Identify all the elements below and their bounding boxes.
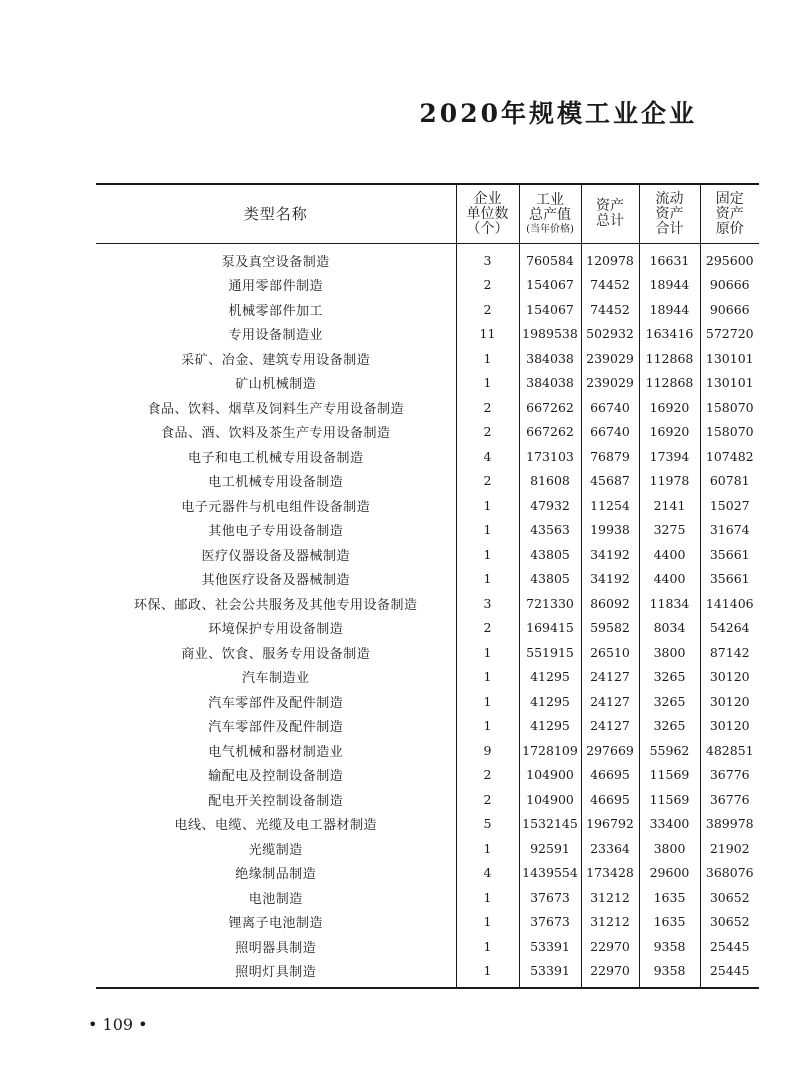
cell-total-assets: 502932 xyxy=(581,322,639,347)
cell-total-assets: 86092 xyxy=(581,591,639,616)
cell-current-assets: 3265 xyxy=(639,689,700,714)
cell-type-name: 照明灯具制造 xyxy=(235,965,317,981)
col-header-current-line2: 资产 xyxy=(655,205,684,222)
col-header-fixed-assets xyxy=(700,184,759,244)
table-row xyxy=(96,959,759,989)
table-row xyxy=(96,469,759,494)
cell-current-assets: 29600 xyxy=(639,861,700,886)
cell-current-assets: 18944 xyxy=(639,297,700,322)
page-number: • 109 • xyxy=(88,1015,148,1034)
cell-unit-count: 1 xyxy=(456,910,519,935)
cell-unit-count: 1 xyxy=(456,689,519,714)
cell-type-name: 环保、邮政、社会公共服务及其他专用设备制造 xyxy=(133,597,418,613)
cell-current-assets: 163416 xyxy=(639,322,700,347)
cell-fixed-assets: 368076 xyxy=(700,861,759,886)
cell-fixed-assets: 130101 xyxy=(700,371,759,396)
cell-current-assets: 11569 xyxy=(639,787,700,812)
cell-total-assets: 24127 xyxy=(581,665,639,690)
cell-current-assets: 112868 xyxy=(639,371,700,396)
cell-current-assets: 3800 xyxy=(639,836,700,861)
cell-unit-count: 1 xyxy=(456,640,519,665)
cell-unit-count: 1 xyxy=(456,665,519,690)
cell-total-assets: 19938 xyxy=(581,518,639,543)
cell-unit-count: 1 xyxy=(456,371,519,396)
cell-current-assets: 112868 xyxy=(639,346,700,371)
table-row xyxy=(96,836,759,861)
table-row xyxy=(96,493,759,518)
cell-unit-count: 4 xyxy=(456,444,519,469)
cell-current-assets: 18944 xyxy=(639,273,700,298)
cell-gross-output: 104900 xyxy=(519,763,581,788)
cell-fixed-assets: 482851 xyxy=(700,738,759,763)
cell-unit-count: 1 xyxy=(456,542,519,567)
cell-gross-output: 173103 xyxy=(519,444,581,469)
cell-total-assets: 297669 xyxy=(581,738,639,763)
col-header-fixed-line3: 原价 xyxy=(715,220,744,237)
col-header-units-line2: 单位数 xyxy=(466,205,509,222)
cell-unit-count: 3 xyxy=(456,244,519,273)
cell-type-name: 电池制造 xyxy=(248,891,303,907)
cell-fixed-assets: 31674 xyxy=(700,518,759,543)
cell-type-name: 食品、酒、饮料及茶生产专用设备制造 xyxy=(160,426,391,442)
col-header-current-line3: 合计 xyxy=(655,220,684,237)
cell-total-assets: 74452 xyxy=(581,273,639,298)
cell-type-name: 机械零部件加工 xyxy=(228,303,323,319)
cell-type-name: 专用设备制造业 xyxy=(228,328,323,344)
cell-unit-count: 11 xyxy=(456,322,519,347)
col-header-output-note: (当年价格) xyxy=(526,223,574,235)
cell-type-name: 电线、电缆、光缆及电工器材制造 xyxy=(174,818,377,834)
cell-type-name: 绝缘制品制造 xyxy=(235,867,317,883)
cell-current-assets: 16920 xyxy=(639,395,700,420)
col-header-units-line1: 企业 xyxy=(473,190,502,207)
cell-unit-count: 2 xyxy=(456,273,519,298)
cell-gross-output: 37673 xyxy=(519,885,581,910)
cell-gross-output: 667262 xyxy=(519,395,581,420)
cell-gross-output: 154067 xyxy=(519,297,581,322)
table-row xyxy=(96,689,759,714)
cell-unit-count: 2 xyxy=(456,395,519,420)
cell-gross-output: 1728109 xyxy=(519,738,581,763)
cell-total-assets: 46695 xyxy=(581,787,639,812)
cell-fixed-assets: 90666 xyxy=(700,297,759,322)
table-row xyxy=(96,542,759,567)
col-header-current-line1: 流动 xyxy=(655,190,684,207)
cell-gross-output: 53391 xyxy=(519,934,581,959)
cell-fixed-assets: 35661 xyxy=(700,567,759,592)
table-row xyxy=(96,885,759,910)
table-row xyxy=(96,322,759,347)
cell-type-name: 电子和电工机械专用设备制造 xyxy=(187,450,364,466)
cell-total-assets: 196792 xyxy=(581,812,639,837)
cell-gross-output: 43805 xyxy=(519,567,581,592)
cell-fixed-assets: 572720 xyxy=(700,322,759,347)
cell-fixed-assets: 87142 xyxy=(700,640,759,665)
table-body xyxy=(96,244,759,989)
table-row xyxy=(96,371,759,396)
cell-fixed-assets: 35661 xyxy=(700,542,759,567)
col-header-output xyxy=(519,184,581,244)
cell-total-assets: 26510 xyxy=(581,640,639,665)
cell-type-name: 其他医疗设备及器械制造 xyxy=(201,573,350,589)
cell-fixed-assets: 158070 xyxy=(700,395,759,420)
cell-gross-output: 384038 xyxy=(519,346,581,371)
cell-fixed-assets: 90666 xyxy=(700,273,759,298)
cell-type-name: 光缆制造 xyxy=(248,842,303,858)
cell-current-assets: 8034 xyxy=(639,616,700,641)
table-row xyxy=(96,273,759,298)
cell-gross-output: 154067 xyxy=(519,273,581,298)
cell-current-assets: 4400 xyxy=(639,567,700,592)
cell-total-assets: 34192 xyxy=(581,542,639,567)
cell-current-assets: 9358 xyxy=(639,934,700,959)
cell-gross-output: 47932 xyxy=(519,493,581,518)
cell-fixed-assets: 107482 xyxy=(700,444,759,469)
cell-fixed-assets: 30120 xyxy=(700,689,759,714)
cell-current-assets: 9358 xyxy=(639,959,700,989)
cell-current-assets: 3265 xyxy=(639,665,700,690)
col-header-current-assets xyxy=(639,184,700,244)
cell-total-assets: 66740 xyxy=(581,395,639,420)
cell-total-assets: 11254 xyxy=(581,493,639,518)
cell-gross-output: 41295 xyxy=(519,714,581,739)
col-header-units-line3: （个） xyxy=(466,220,509,237)
cell-unit-count: 1 xyxy=(456,934,519,959)
cell-total-assets: 46695 xyxy=(581,763,639,788)
cell-type-name: 电子元器件与机电组件设备制造 xyxy=(181,499,371,515)
cell-total-assets: 45687 xyxy=(581,469,639,494)
cell-total-assets: 31212 xyxy=(581,885,639,910)
cell-type-name: 矿山机械制造 xyxy=(235,377,317,393)
col-header-assets-line2: 总计 xyxy=(596,213,624,229)
cell-gross-output: 81608 xyxy=(519,469,581,494)
col-header-output-line2: 总产值 xyxy=(529,206,571,223)
cell-current-assets: 3265 xyxy=(639,714,700,739)
cell-unit-count: 2 xyxy=(456,616,519,641)
cell-fixed-assets: 30120 xyxy=(700,714,759,739)
cell-total-assets: 120978 xyxy=(581,244,639,273)
col-header-assets xyxy=(581,184,639,244)
cell-total-assets: 173428 xyxy=(581,861,639,886)
table-row xyxy=(96,787,759,812)
cell-type-name: 泵及真空设备制造 xyxy=(221,254,330,270)
cell-fixed-assets: 36776 xyxy=(700,763,759,788)
col-header-fixed-line2: 资产 xyxy=(715,205,744,222)
cell-unit-count: 1 xyxy=(456,885,519,910)
cell-fixed-assets: 158070 xyxy=(700,420,759,445)
table-header-row xyxy=(96,184,759,244)
table-row xyxy=(96,934,759,959)
cell-unit-count: 2 xyxy=(456,763,519,788)
cell-total-assets: 74452 xyxy=(581,297,639,322)
cell-type-name: 通用零部件制造 xyxy=(228,279,323,295)
cell-unit-count: 5 xyxy=(456,812,519,837)
cell-unit-count: 3 xyxy=(456,591,519,616)
cell-gross-output: 1532145 xyxy=(519,812,581,837)
cell-current-assets: 55962 xyxy=(639,738,700,763)
table-row xyxy=(96,591,759,616)
cell-fixed-assets: 25445 xyxy=(700,959,759,989)
cell-gross-output: 384038 xyxy=(519,371,581,396)
cell-unit-count: 9 xyxy=(456,738,519,763)
cell-gross-output: 169415 xyxy=(519,616,581,641)
cell-type-name: 商业、饮食、服务专用设备制造 xyxy=(181,646,371,662)
cell-type-name: 锂离子电池制造 xyxy=(228,916,323,932)
table-row xyxy=(96,861,759,886)
cell-fixed-assets: 30652 xyxy=(700,910,759,935)
cell-gross-output: 53391 xyxy=(519,959,581,989)
table-row xyxy=(96,714,759,739)
cell-total-assets: 59582 xyxy=(581,616,639,641)
cell-type-name: 汽车制造业 xyxy=(241,671,310,687)
cell-total-assets: 24127 xyxy=(581,714,639,739)
cell-fixed-assets: 54264 xyxy=(700,616,759,641)
cell-type-name: 输配电及控制设备制造 xyxy=(208,769,344,785)
cell-gross-output: 667262 xyxy=(519,420,581,445)
cell-fixed-assets: 141406 xyxy=(700,591,759,616)
cell-fixed-assets: 25445 xyxy=(700,934,759,959)
cell-gross-output: 104900 xyxy=(519,787,581,812)
cell-current-assets: 11834 xyxy=(639,591,700,616)
cell-total-assets: 24127 xyxy=(581,689,639,714)
cell-gross-output: 1989538 xyxy=(519,322,581,347)
cell-fixed-assets: 389978 xyxy=(700,812,759,837)
cell-type-name: 食品、饮料、烟草及饲料生产专用设备制造 xyxy=(147,401,404,417)
cell-unit-count: 2 xyxy=(456,787,519,812)
cell-type-name: 其他电子专用设备制造 xyxy=(208,524,344,540)
cell-total-assets: 76879 xyxy=(581,444,639,469)
cell-unit-count: 1 xyxy=(456,346,519,371)
cell-fixed-assets: 295600 xyxy=(700,244,759,273)
cell-fixed-assets: 15027 xyxy=(700,493,759,518)
table-row xyxy=(96,910,759,935)
cell-unit-count: 1 xyxy=(456,714,519,739)
cell-gross-output: 92591 xyxy=(519,836,581,861)
cell-unit-count: 1 xyxy=(456,518,519,543)
cell-current-assets: 16920 xyxy=(639,420,700,445)
statistics-table xyxy=(96,183,759,989)
cell-type-name: 配电开关控制设备制造 xyxy=(208,793,344,809)
cell-unit-count: 2 xyxy=(456,469,519,494)
table-row xyxy=(96,395,759,420)
col-header-assets-line1: 资产 xyxy=(596,198,624,214)
cell-type-name: 电工机械专用设备制造 xyxy=(208,475,344,491)
col-header-output-line1: 工业 xyxy=(536,191,564,208)
cell-total-assets: 22970 xyxy=(581,934,639,959)
cell-current-assets: 17394 xyxy=(639,444,700,469)
cell-current-assets: 33400 xyxy=(639,812,700,837)
cell-type-name: 汽车零部件及配件制造 xyxy=(208,720,344,736)
cell-unit-count: 1 xyxy=(456,836,519,861)
cell-gross-output: 43563 xyxy=(519,518,581,543)
table-row xyxy=(96,244,759,273)
cell-unit-count: 2 xyxy=(456,297,519,322)
cell-total-assets: 34192 xyxy=(581,567,639,592)
cell-gross-output: 721330 xyxy=(519,591,581,616)
cell-gross-output: 41295 xyxy=(519,689,581,714)
cell-total-assets: 31212 xyxy=(581,910,639,935)
cell-current-assets: 4400 xyxy=(639,542,700,567)
cell-current-assets: 1635 xyxy=(639,910,700,935)
table-row xyxy=(96,346,759,371)
cell-total-assets: 66740 xyxy=(581,420,639,445)
cell-current-assets: 11978 xyxy=(639,469,700,494)
table-row xyxy=(96,738,759,763)
table-row xyxy=(96,763,759,788)
table-row xyxy=(96,567,759,592)
col-header-name: 类型名称 xyxy=(96,184,456,244)
cell-unit-count: 1 xyxy=(456,959,519,989)
cell-fixed-assets: 30120 xyxy=(700,665,759,690)
table-row xyxy=(96,297,759,322)
cell-type-name: 照明器具制造 xyxy=(235,940,317,956)
cell-current-assets: 2141 xyxy=(639,493,700,518)
cell-type-name: 采矿、冶金、建筑专用设备制造 xyxy=(181,352,371,368)
table-row xyxy=(96,640,759,665)
cell-unit-count: 2 xyxy=(456,420,519,445)
table-row xyxy=(96,518,759,543)
cell-unit-count: 1 xyxy=(456,493,519,518)
cell-unit-count: 4 xyxy=(456,861,519,886)
cell-type-name: 汽车零部件及配件制造 xyxy=(208,695,344,711)
cell-total-assets: 239029 xyxy=(581,371,639,396)
cell-current-assets: 11569 xyxy=(639,763,700,788)
cell-gross-output: 1439554 xyxy=(519,861,581,886)
cell-fixed-assets: 36776 xyxy=(700,787,759,812)
cell-type-name: 电气机械和器材制造业 xyxy=(208,744,344,760)
cell-gross-output: 43805 xyxy=(519,542,581,567)
table-row xyxy=(96,444,759,469)
cell-current-assets: 16631 xyxy=(639,244,700,273)
cell-current-assets: 3800 xyxy=(639,640,700,665)
cell-total-assets: 239029 xyxy=(581,346,639,371)
cell-fixed-assets: 21902 xyxy=(700,836,759,861)
cell-fixed-assets: 30652 xyxy=(700,885,759,910)
table-row xyxy=(96,420,759,445)
table-row xyxy=(96,812,759,837)
table-row xyxy=(96,616,759,641)
cell-type-name: 环境保护专用设备制造 xyxy=(208,622,344,638)
cell-total-assets: 23364 xyxy=(581,836,639,861)
cell-total-assets: 22970 xyxy=(581,959,639,989)
cell-current-assets: 1635 xyxy=(639,885,700,910)
col-header-fixed-line1: 固定 xyxy=(715,190,744,207)
col-header-units xyxy=(456,184,519,244)
cell-gross-output: 760584 xyxy=(519,244,581,273)
table-row xyxy=(96,665,759,690)
cell-gross-output: 41295 xyxy=(519,665,581,690)
cell-current-assets: 3275 xyxy=(639,518,700,543)
page-title: 2020年规模工业企业 xyxy=(419,99,697,128)
cell-type-name: 医疗仪器设备及器械制造 xyxy=(201,548,350,564)
cell-unit-count: 1 xyxy=(456,567,519,592)
cell-fixed-assets: 130101 xyxy=(700,346,759,371)
cell-gross-output: 37673 xyxy=(519,910,581,935)
cell-gross-output: 551915 xyxy=(519,640,581,665)
cell-fixed-assets: 60781 xyxy=(700,469,759,494)
